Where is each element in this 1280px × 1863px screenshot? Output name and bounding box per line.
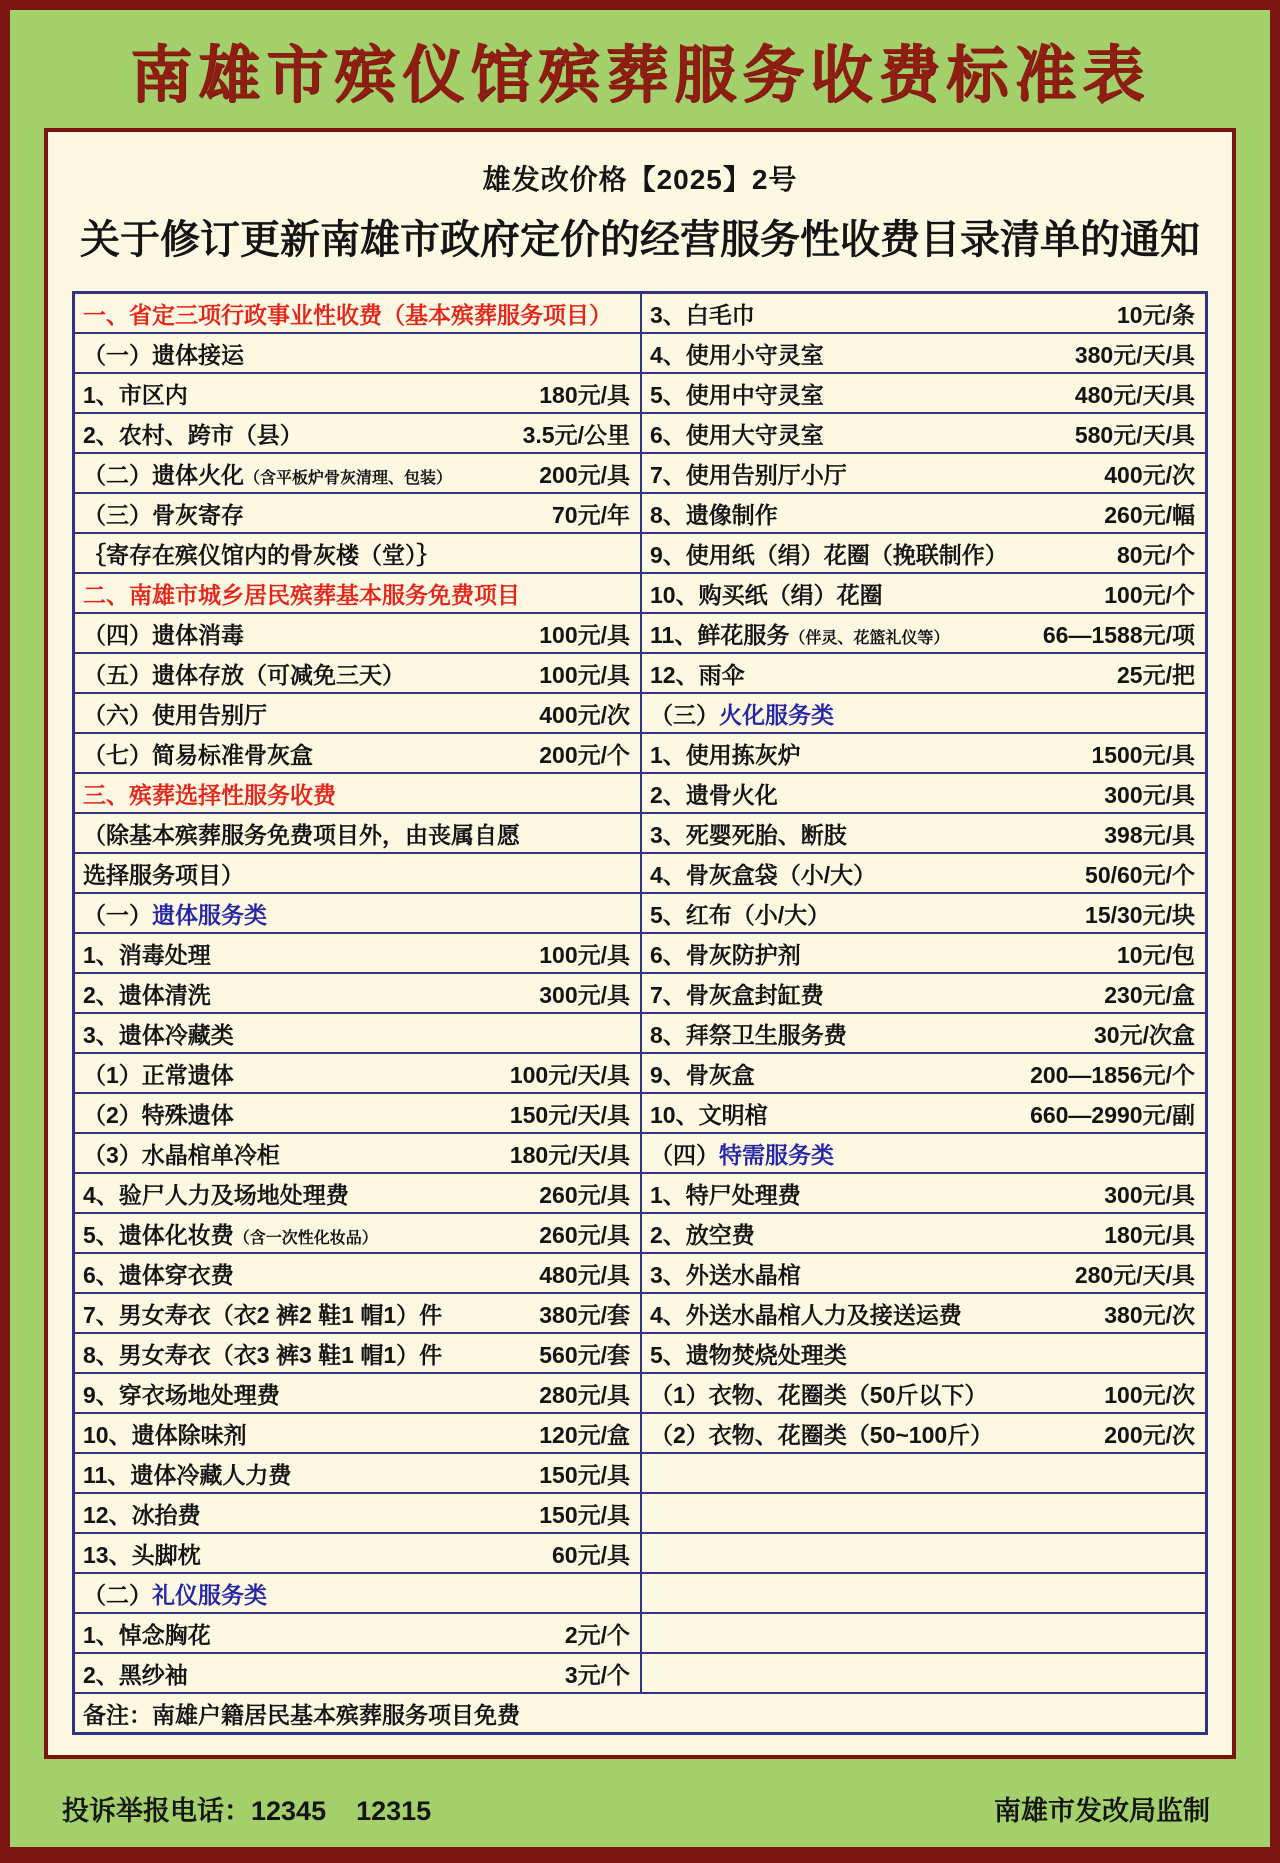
left-cell [75,1414,640,1452]
left-cell [75,574,640,612]
service-price: 150元/天/具 [509,1101,630,1128]
service-label: 10、文明棺 [650,1101,768,1128]
right-cell [640,1254,1205,1292]
right-cell [640,774,1205,812]
service-label: 8、遗像制作 [650,501,778,528]
table-row [75,1052,1205,1092]
service-price: 260元/具 [539,1221,630,1248]
service-price: 380元/天/具 [1074,341,1195,368]
left-cell [75,414,640,452]
service-label: 8、拜祭卫生服务费 [650,1021,847,1048]
service-label: 1、市区内 [83,381,188,408]
left-cell [75,1534,640,1572]
left-cell [75,374,640,412]
service-label: 2、遗体清洗 [83,981,211,1008]
service-label: 一、省定三项行政事业性收费（基本殡葬服务项目） [83,301,612,328]
note-row: 备注：南雄户籍居民基本殡葬服务项目免费 [75,1692,1205,1732]
service-label: （一）遗体接运 [83,341,244,368]
right-cell [640,334,1205,372]
service-label: 4、使用小守灵室 [650,341,824,368]
service-price: 3.5元/公里 [522,421,630,448]
left-cell [75,974,640,1012]
service-label: 3、外送水晶棺 [650,1261,801,1288]
service-price: 400元/次 [1104,461,1195,488]
service-price: 100元/个 [1104,581,1195,608]
service-price: 580元/天/具 [1074,421,1195,448]
service-price: 50/60元/个 [1085,861,1195,888]
left-cell [75,1014,640,1052]
service-price: 398元/具 [1104,821,1195,848]
fee-table-body [75,294,1205,1692]
right-cell [640,494,1205,532]
service-price: 30元/次盒 [1094,1021,1195,1048]
supervisor-credit: 南雄市发改局监制 [994,1796,1210,1826]
service-label: 3、白毛巾 [650,301,755,328]
service-price: 150元/具 [539,1461,630,1488]
service-price: 380元/套 [539,1301,630,1328]
service-label: 3、死婴死胎、断肢 [650,821,847,848]
service-label: 7、男女寿衣（衣2 裤2 鞋1 帽1）件 [83,1301,443,1328]
service-label: 9、穿衣场地处理费 [83,1381,280,1408]
service-label: （七）简易标准骨灰盒 [83,741,313,768]
left-cell [75,494,640,532]
table-row [75,1572,1205,1612]
service-price: 180元/具 [1104,1221,1195,1248]
right-cell [640,1534,1205,1572]
left-cell [75,814,640,852]
service-label: 2、遗骨火化 [650,781,778,808]
right-cell [640,1294,1205,1332]
table-row [75,1372,1205,1412]
table-row [75,1612,1205,1652]
table-row [75,1492,1205,1532]
left-cell [75,1294,640,1332]
table-row [75,1092,1205,1132]
service-label: 6、骨灰防护剂 [650,941,801,968]
right-cell [640,1014,1205,1052]
content-panel [44,128,1236,1759]
right-cell [640,1414,1205,1452]
service-label: 1、特尸处理费 [650,1181,801,1208]
service-price: 60元/具 [552,1541,630,1568]
right-cell [640,534,1205,572]
service-label: （四） 特需服务类 [650,1141,834,1168]
service-label: （六）使用告别厅 [83,701,267,728]
left-cell [75,734,640,772]
right-cell [640,374,1205,412]
service-price: 400元/次 [539,701,630,728]
service-label: 2、放空费 [650,1221,755,1248]
table-row [75,372,1205,412]
left-cell [75,1094,640,1132]
service-label: 2、黑纱袖 [83,1661,188,1688]
right-cell [640,1334,1205,1372]
service-price: 200元/具 [539,461,630,488]
service-price: 80元/个 [1117,541,1195,568]
right-cell [640,694,1205,732]
right-cell [640,574,1205,612]
table-row [75,332,1205,372]
right-cell [640,1374,1205,1412]
service-label: （五）遗体存放（可减免三天） [83,661,405,688]
service-label: 4、验尸人力及场地处理费 [83,1181,349,1208]
right-cell [640,414,1205,452]
service-label: 1、使用拣灰炉 [650,741,801,768]
right-cell [640,654,1205,692]
service-price: 180元/具 [539,381,630,408]
left-cell [75,694,640,732]
table-row [75,492,1205,532]
service-price: 100元/天/具 [509,1061,630,1088]
left-cell [75,1054,640,1092]
service-price: 200元/次 [1104,1421,1195,1448]
table-row [75,572,1205,612]
complaint-hotline: 投诉举报电话：12345 12315 [62,1796,432,1826]
right-cell [640,1214,1205,1252]
service-label: 10、遗体除味剂 [83,1421,247,1448]
service-price: 200元/个 [539,741,630,768]
table-row [75,652,1205,692]
service-price: 230元/盒 [1104,981,1195,1008]
table-row [75,1532,1205,1572]
service-label: 4、骨灰盒袋（小/大） [650,861,877,888]
footer [10,1789,1270,1828]
table-row [75,932,1205,972]
right-cell [640,1134,1205,1172]
table-row [75,1652,1205,1692]
table-row [75,812,1205,852]
service-price: 25元/把 [1117,661,1195,688]
service-label: 10、购买纸（绢）花圈 [650,581,883,608]
left-cell [75,894,640,932]
service-label: （除基本殡葬服务免费项目外，由丧属自愿 [83,821,520,848]
service-label: 5、遗体化妆费 （含一次性化妆品） [83,1221,378,1248]
right-cell [640,1494,1205,1532]
left-cell [75,934,640,972]
table-row [75,1172,1205,1212]
service-price: 66—1588元/项 [1042,621,1195,648]
notice-title: 关于修订更新南雄市政府定价的经营服务性收费目录清单的通知 [80,218,1200,262]
service-label: （四）遗体消毒 [83,621,244,648]
left-cell [75,1454,640,1492]
left-cell [75,1374,640,1412]
service-price: 100元/具 [539,661,630,688]
service-price: 10元/条 [1117,301,1195,328]
service-label: （一） 遗体服务类 [83,901,267,928]
service-label: （三）骨灰寄存 [83,501,244,528]
table-row [75,972,1205,1012]
right-cell [640,734,1205,772]
service-label: 5、遗物焚烧处理类 [650,1341,847,1368]
table-row [75,1292,1205,1332]
service-price: 15/30元/块 [1085,901,1195,928]
table-row [75,1252,1205,1292]
service-price: 560元/套 [539,1341,630,1368]
page-title: 南雄市殡仪馆殡葬服务收费标准表 [129,40,1150,110]
service-price: 2元/个 [564,1621,630,1648]
service-label: （3）水晶棺单冷柜 [83,1141,280,1168]
service-price: 10元/包 [1117,941,1195,968]
service-price: 480元/具 [539,1261,630,1288]
service-price: 70元/年 [552,501,630,528]
right-cell [640,1454,1205,1492]
service-label: 三、殡葬选择性服务收费 [83,781,336,808]
table-row [75,612,1205,652]
table-row [75,892,1205,932]
service-label: 5、使用中守灵室 [650,381,824,408]
left-cell [75,1254,640,1292]
service-label: （2）特殊遗体 [83,1101,234,1128]
service-label: 12、冰抬费 [83,1501,201,1528]
table-row [75,692,1205,732]
service-price: 300元/具 [539,981,630,1008]
service-price: 280元/天/具 [1074,1261,1195,1288]
fee-table [72,291,1208,1735]
left-cell [75,454,640,492]
service-label: 7、使用告别厅小厅 [650,461,847,488]
service-label: 11、遗体冷藏人力费 [83,1461,292,1488]
table-row [75,1452,1205,1492]
left-cell [75,614,640,652]
left-cell [75,654,640,692]
left-cell [75,534,640,572]
table-row [75,1132,1205,1172]
right-cell [640,1574,1205,1612]
service-label: 7、骨灰盒封缸费 [650,981,824,1008]
service-label: 13、头脚枕 [83,1541,201,1568]
left-cell [75,1654,640,1692]
service-label: 9、使用纸（绢）花圈（挽联制作） [650,541,1008,568]
service-label: 选择服务项目） [83,861,244,888]
service-label: 6、遗体穿衣费 [83,1261,234,1288]
right-cell [640,1174,1205,1212]
left-cell [75,1614,640,1652]
right-cell [640,854,1205,892]
service-price: 1500元/具 [1091,741,1195,768]
service-price: 120元/盒 [539,1421,630,1448]
left-cell [75,854,640,892]
left-cell [75,1334,640,1372]
service-price: 180元/天/具 [509,1141,630,1168]
service-label: 3、遗体冷藏类 [83,1021,234,1048]
table-row [75,1412,1205,1452]
service-label: 8、男女寿衣（衣3 裤3 鞋1 帽1）件 [83,1341,443,1368]
service-price: 300元/具 [1104,781,1195,808]
service-label: 6、使用大守灵室 [650,421,824,448]
table-row [75,532,1205,572]
service-label: 二、南雄市城乡居民殡葬基本服务免费项目 [83,581,520,608]
service-price: 100元/具 [539,621,630,648]
service-price: 200—1856元/个 [1030,1061,1195,1088]
service-price: 150元/具 [539,1501,630,1528]
service-label: 12、雨伞 [650,661,745,688]
left-cell [75,774,640,812]
service-price: 660—2990元/副 [1030,1101,1195,1128]
service-label: 4、外送水晶棺人力及接送运费 [650,1301,962,1328]
right-cell [640,294,1205,332]
service-label: （二）遗体火化 （含平板炉骨灰清理、包装） [83,461,453,488]
right-cell [640,1654,1205,1692]
table-row [75,1212,1205,1252]
service-price: 260元/幅 [1104,501,1195,528]
table-row [75,1012,1205,1052]
service-price: 300元/具 [1104,1181,1195,1208]
left-cell [75,1134,640,1172]
right-cell [640,1094,1205,1132]
service-label: （2）衣物、花圈类（50~100斤） [650,1421,994,1448]
table-row [75,732,1205,772]
right-cell [640,934,1205,972]
service-price: 380元/次 [1104,1301,1195,1328]
table-row [75,294,1205,332]
right-cell [640,1054,1205,1092]
table-row [75,852,1205,892]
service-label: 1、悼念胸花 [83,1621,211,1648]
table-row [75,1332,1205,1372]
service-price: 260元/具 [539,1181,630,1208]
table-row [75,452,1205,492]
right-cell [640,894,1205,932]
service-label: 9、骨灰盒 [650,1061,755,1088]
left-cell [75,334,640,372]
service-price: 280元/具 [539,1381,630,1408]
left-cell [75,1574,640,1612]
service-label: 5、红布（小/大） [650,901,831,928]
service-label: （1）衣物、花圈类（50斤以下） [650,1381,988,1408]
left-cell [75,294,640,332]
table-row [75,412,1205,452]
service-price: 3元/个 [564,1661,630,1688]
service-price: 480元/天/具 [1074,381,1195,408]
service-price: 100元/具 [539,941,630,968]
table-row [75,772,1205,812]
right-cell [640,814,1205,852]
right-cell [640,454,1205,492]
right-cell [640,614,1205,652]
service-label: 1、消毒处理 [83,941,211,968]
left-cell [75,1174,640,1212]
document-number: 雄发改价格【2025】2号 [482,164,798,195]
service-label: ｛寄存在殡仪馆内的骨灰楼（堂）｝ [83,541,440,568]
service-label: （二） 礼仪服务类 [83,1581,267,1608]
service-label: （三） 火化服务类 [650,701,834,728]
left-cell [75,1214,640,1252]
service-label: （1）正常遗体 [83,1061,234,1088]
service-price: 100元/次 [1104,1381,1195,1408]
left-cell [75,1494,640,1532]
service-label: 2、农村、跨市（县） [83,421,303,448]
service-label: 11、鲜花服务 （伴灵、花篮礼仪等） [650,621,950,648]
right-cell [640,974,1205,1012]
right-cell [640,1614,1205,1652]
